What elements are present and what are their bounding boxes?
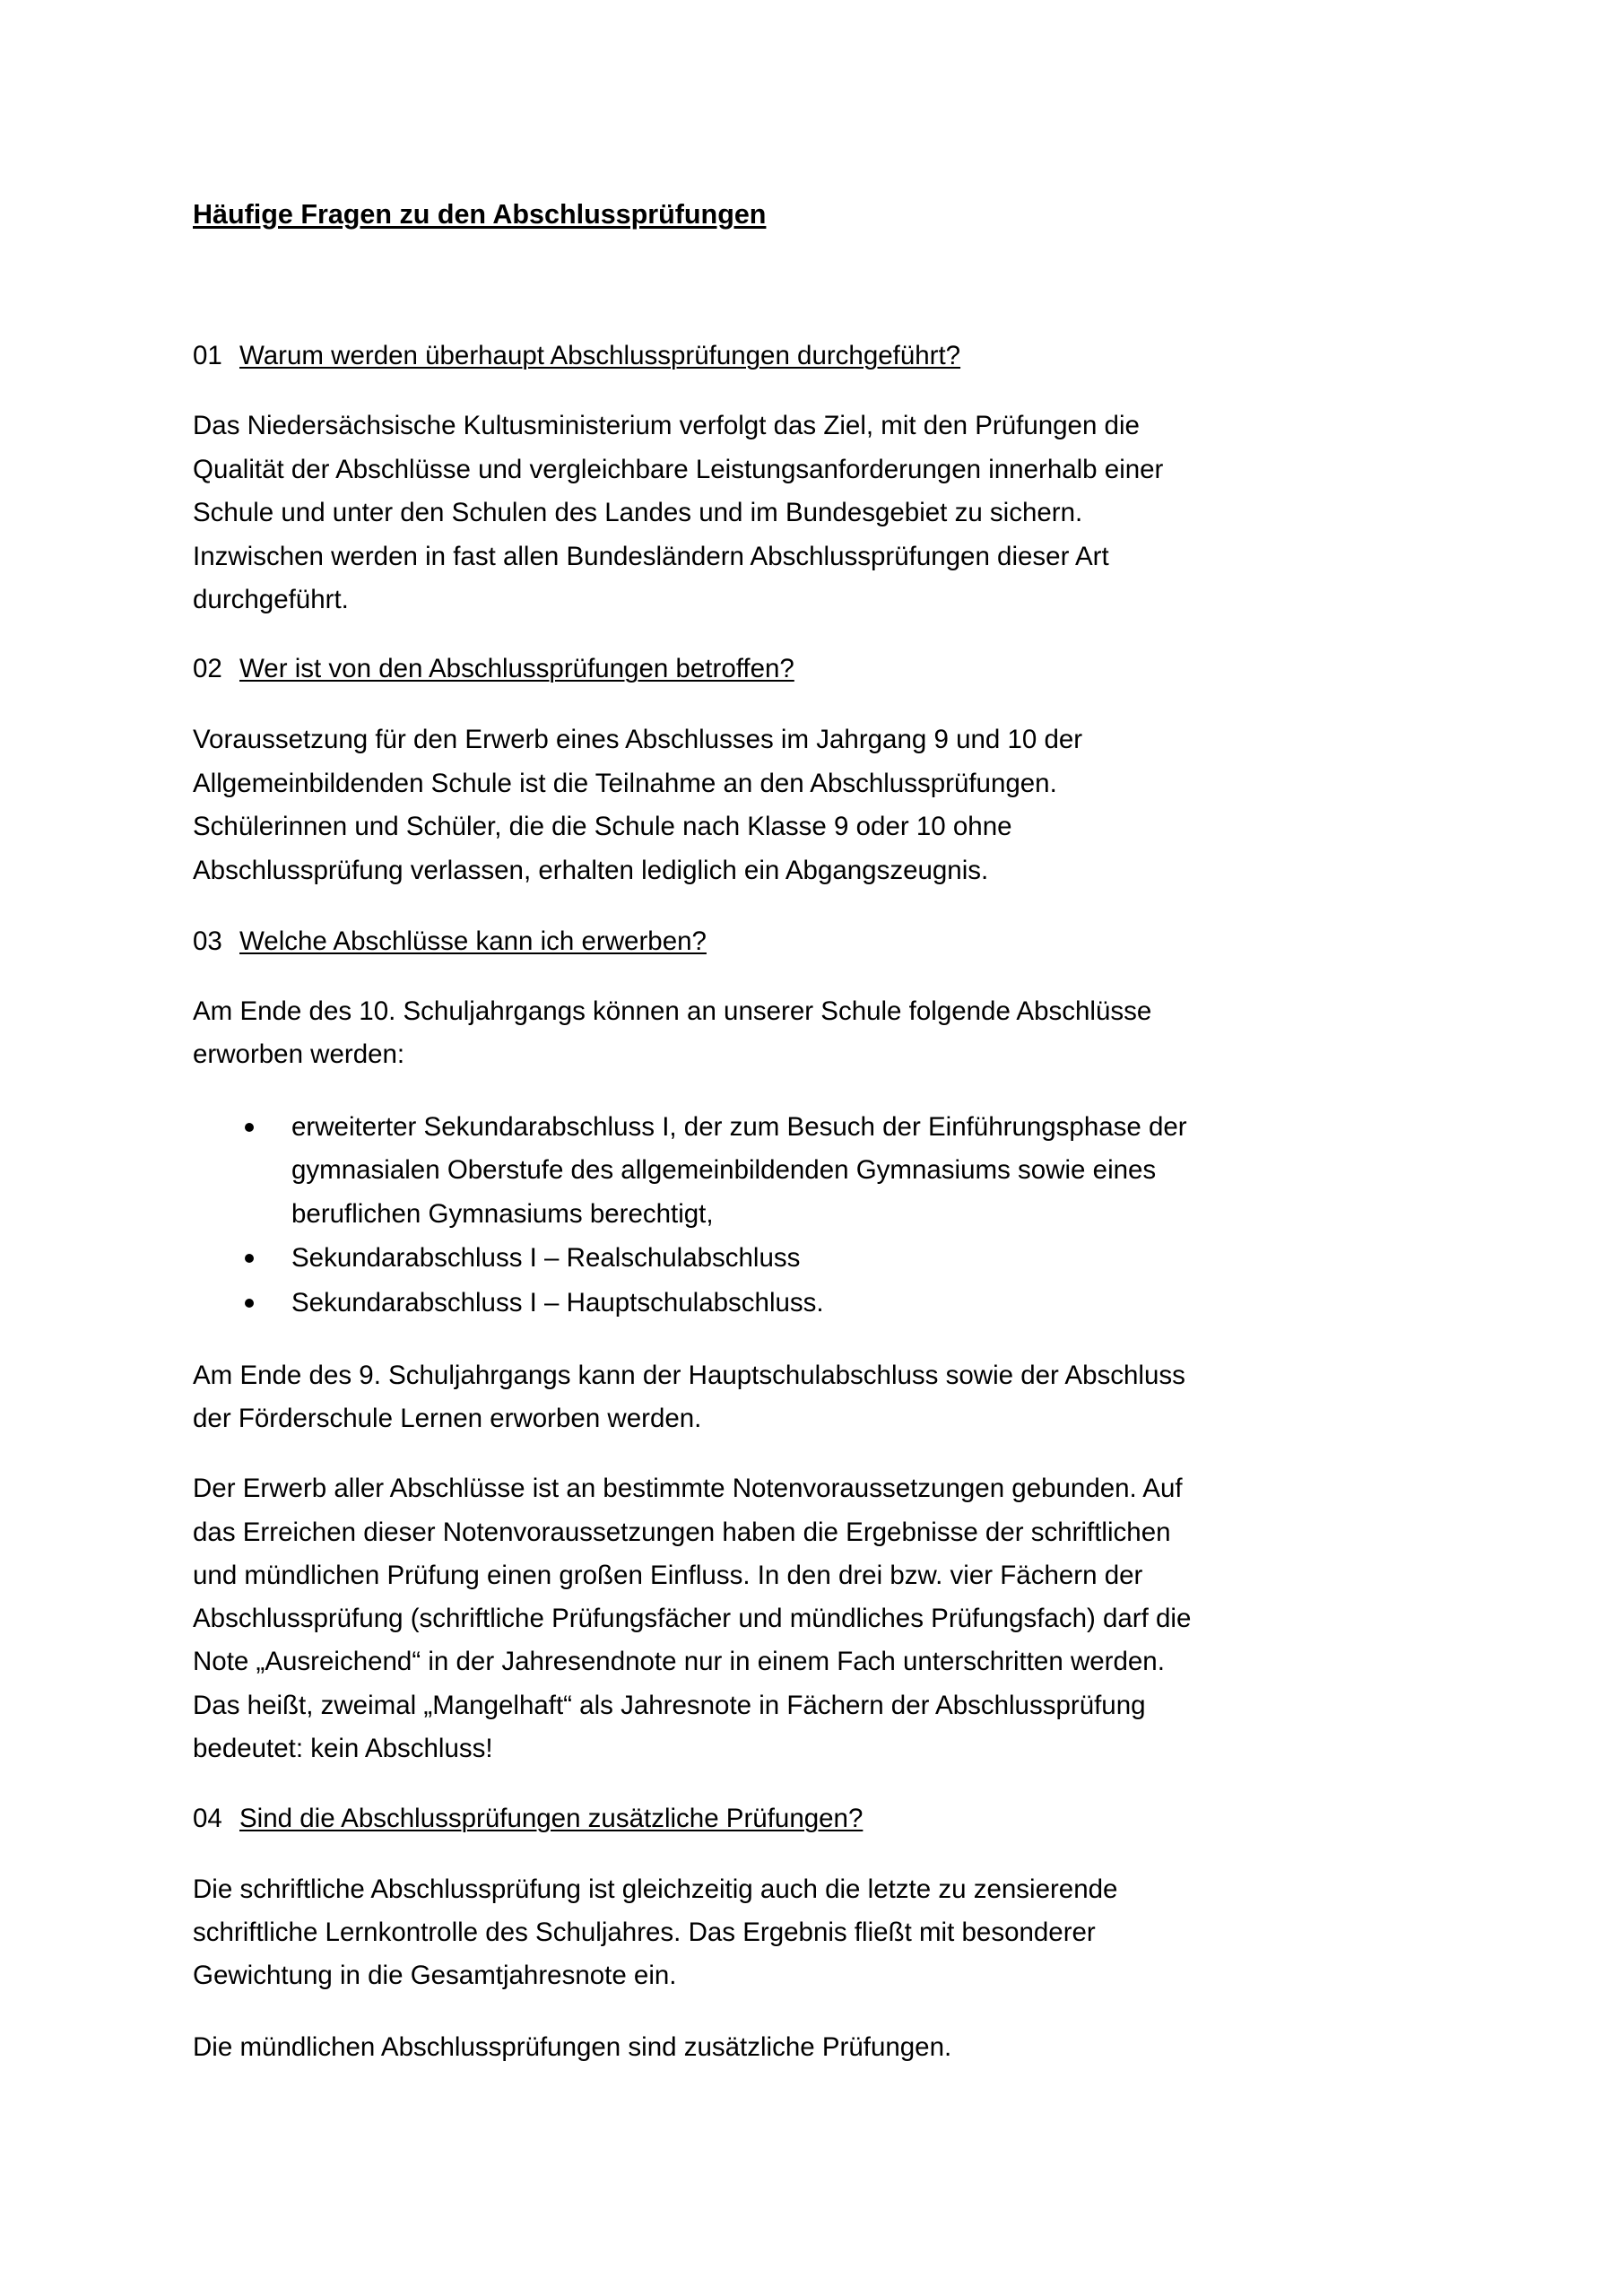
faq-question-04	[193, 1805, 863, 1832]
text-line: Allgemeinbildenden Schule ist die Teilnahme an den Abschlussprüfungen.	[193, 769, 1057, 798]
text-line: Schülerinnen und Schüler, die die Schule nach Klasse 9 oder 10 ohne	[193, 812, 1012, 841]
text-line: Note „Ausreichend“ in der Jahresendnote nur in einem Fach unterschritten werden.	[193, 1647, 1165, 1676]
text-line: gymnasialen Oberstufe des allgemeinbildenden Gymnasiums sowie eines	[291, 1155, 1157, 1185]
text-line: Schule und unter den Schulen des Landes und im Bundesgebiet zu sichern.	[193, 498, 1083, 527]
text-line: Inzwischen werden in fast allen Bundesländern Abschlussprüfungen dieser Art	[193, 541, 1109, 571]
text-line: erweiterter Sekundarabschluss I, der zum Besuch der Einführungsphase der	[291, 1112, 1187, 1142]
text-line: beruflichen Gymnasiums berechtigt,	[291, 1199, 714, 1229]
document-title: Häufige Fragen zu den Abschlussprüfungen	[193, 199, 767, 230]
text-line: Das heißt, zweimal „Mangelhaft“ als Jahresnote in Fächern der Abschlussprüfung	[193, 1691, 1146, 1720]
text-line: Das Niedersächsische Kultusministerium verfolgt das Ziel, mit den Prüfungen die	[193, 411, 1140, 440]
bullet-icon	[245, 1123, 254, 1132]
text-line: Am Ende des 10. Schuljahrgangs können an unserer Schule folgende Abschlüsse	[193, 996, 1152, 1026]
text-line: Abschlussprüfung (schriftliche Prüfungsfächer und mündliches Prüfungsfach) darf die	[193, 1604, 1192, 1633]
bullet-icon	[245, 1254, 254, 1263]
text-line: Voraussetzung für den Erwerb eines Abschlusses im Jahrgang 9 und 10 der	[193, 725, 1083, 754]
text-line: bedeutet: kein Abschluss!	[193, 1734, 493, 1763]
text-line: Sekundarabschluss I – Hauptschulabschluss.	[291, 1288, 824, 1318]
faq-question-02	[193, 656, 794, 683]
faq-question-03	[193, 928, 707, 955]
text-line: der Förderschule Lernen erworben werden.	[193, 1404, 702, 1433]
text-line: Sekundarabschluss I – Realschulabschluss	[291, 1243, 801, 1273]
question-text: Wer ist von den Abschlussprüfungen betroffen?	[239, 654, 794, 683]
question-number: 04	[193, 1804, 222, 1833]
bullet-icon	[245, 1299, 254, 1308]
text-line: Am Ende des 9. Schuljahrgangs kann der Hauptschulabschluss sowie der Abschluss	[193, 1361, 1185, 1390]
text-line: das Erreichen dieser Notenvoraussetzungen haben die Ergebnisse der schriftlichen	[193, 1518, 1171, 1547]
text-line: Qualität der Abschlüsse und vergleichbare Leistungsanforderungen innerhalb einer	[193, 454, 1164, 484]
text-line: Der Erwerb aller Abschlüsse ist an bestimmte Notenvoraussetzungen gebunden. Auf	[193, 1474, 1183, 1503]
text-line: durchgeführt.	[193, 585, 349, 614]
text-line: erworben werden:	[193, 1039, 405, 1069]
text-line: schriftliche Lernkontrolle des Schuljahres. Das Ergebnis fließt mit besonderer	[193, 1918, 1096, 1947]
text-line: und mündlichen Prüfung einen großen Einfluss. In den drei bzw. vier Fächern der	[193, 1561, 1143, 1590]
question-text: Sind die Abschlussprüfungen zusätzliche Prüfungen?	[239, 1804, 864, 1833]
question-number: 01	[193, 341, 222, 370]
question-number: 03	[193, 926, 222, 956]
faq-question-01	[193, 343, 960, 370]
text-line: Gewichtung in die Gesamtjahresnote ein.	[193, 1961, 677, 1990]
question-text: Warum werden überhaupt Abschlussprüfungen durchgeführt?	[239, 341, 961, 370]
question-number: 02	[193, 654, 222, 683]
text-line: Die schriftliche Abschlussprüfung ist gleichzeitig auch die letzte zu zensierende	[193, 1874, 1118, 1904]
text-line: Abschlussprüfung verlassen, erhalten lediglich ein Abgangszeugnis.	[193, 856, 989, 885]
question-text: Welche Abschlüsse kann ich erwerben?	[239, 926, 707, 956]
text-line: Die mündlichen Abschlussprüfungen sind zusätzliche Prüfungen.	[193, 2032, 952, 2062]
